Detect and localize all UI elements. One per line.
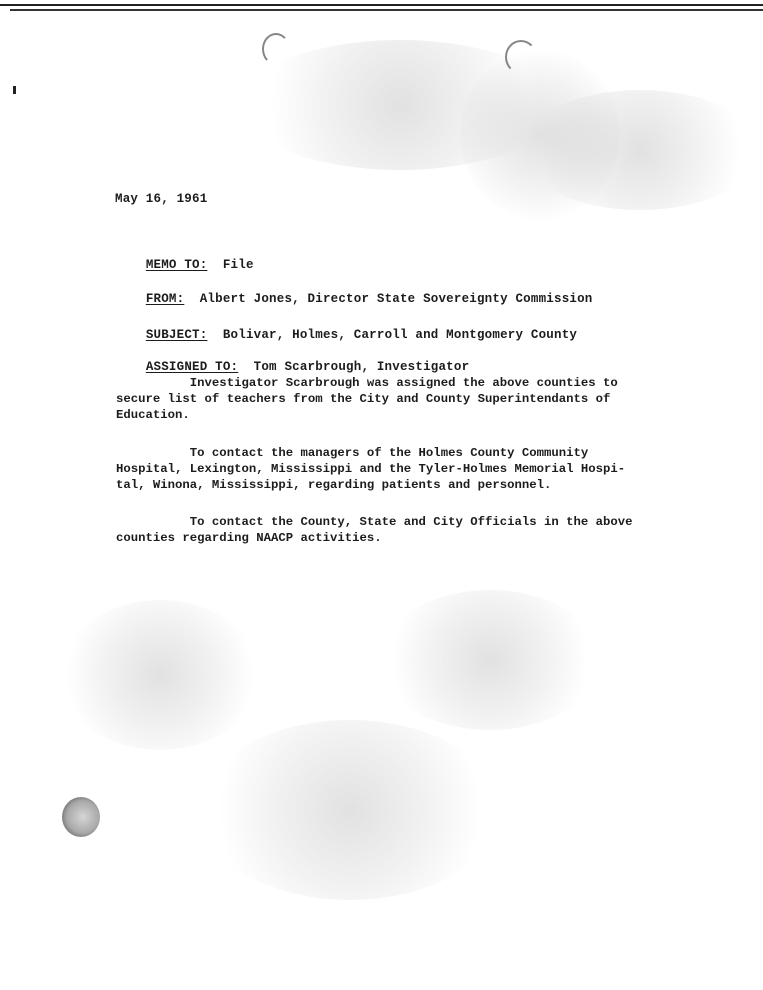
scan-noise: [380, 590, 600, 730]
memo-to-value: File: [222, 258, 254, 272]
from-value: Albert Jones, Director State Sovereignty Commission: [199, 292, 593, 306]
top-border-rule-secondary: [10, 9, 763, 11]
subject-label: SUBJECT:: [145, 328, 208, 342]
paragraph-line: Education.: [116, 408, 190, 422]
paragraph-line: counties regarding NAACP activities.: [116, 531, 382, 545]
from-label: FROM:: [145, 292, 185, 306]
margin-mark: [13, 86, 16, 94]
paragraph-line: To contact the managers of the Holmes County Community: [116, 446, 589, 460]
paragraph-line: Hospital, Lexington, Mississippi and the Tyler-Holmes Memorial Hospi-: [116, 462, 626, 476]
assigned-to-label: ASSIGNED TO:: [145, 360, 239, 374]
top-border-rule: [0, 4, 763, 6]
paragraph-line: To contact the County, State and City Officials in the above: [116, 515, 633, 529]
paragraph-line: secure list of teachers from the City and County Superintendants of: [116, 392, 611, 406]
memo-to-label: MEMO TO:: [145, 258, 208, 272]
paragraph-line: Investigator Scarbrough was assigned the above counties to: [116, 376, 618, 390]
letterhead-arc: [262, 33, 290, 65]
scan-noise: [60, 600, 260, 750]
subject-value: Bolivar, Holmes, Carroll and Montgomery County: [222, 328, 578, 342]
paragraph-line: tal, Winona, Mississippi, regarding patients and personnel.: [116, 478, 552, 492]
letterhead-arc: [505, 40, 537, 74]
assigned-to-value: Tom Scarbrough, Investigator: [253, 360, 470, 374]
embossed-seal: [62, 797, 100, 837]
memo-date: May 16, 1961: [115, 192, 208, 206]
scan-noise: [520, 90, 760, 210]
scan-noise: [200, 720, 500, 900]
